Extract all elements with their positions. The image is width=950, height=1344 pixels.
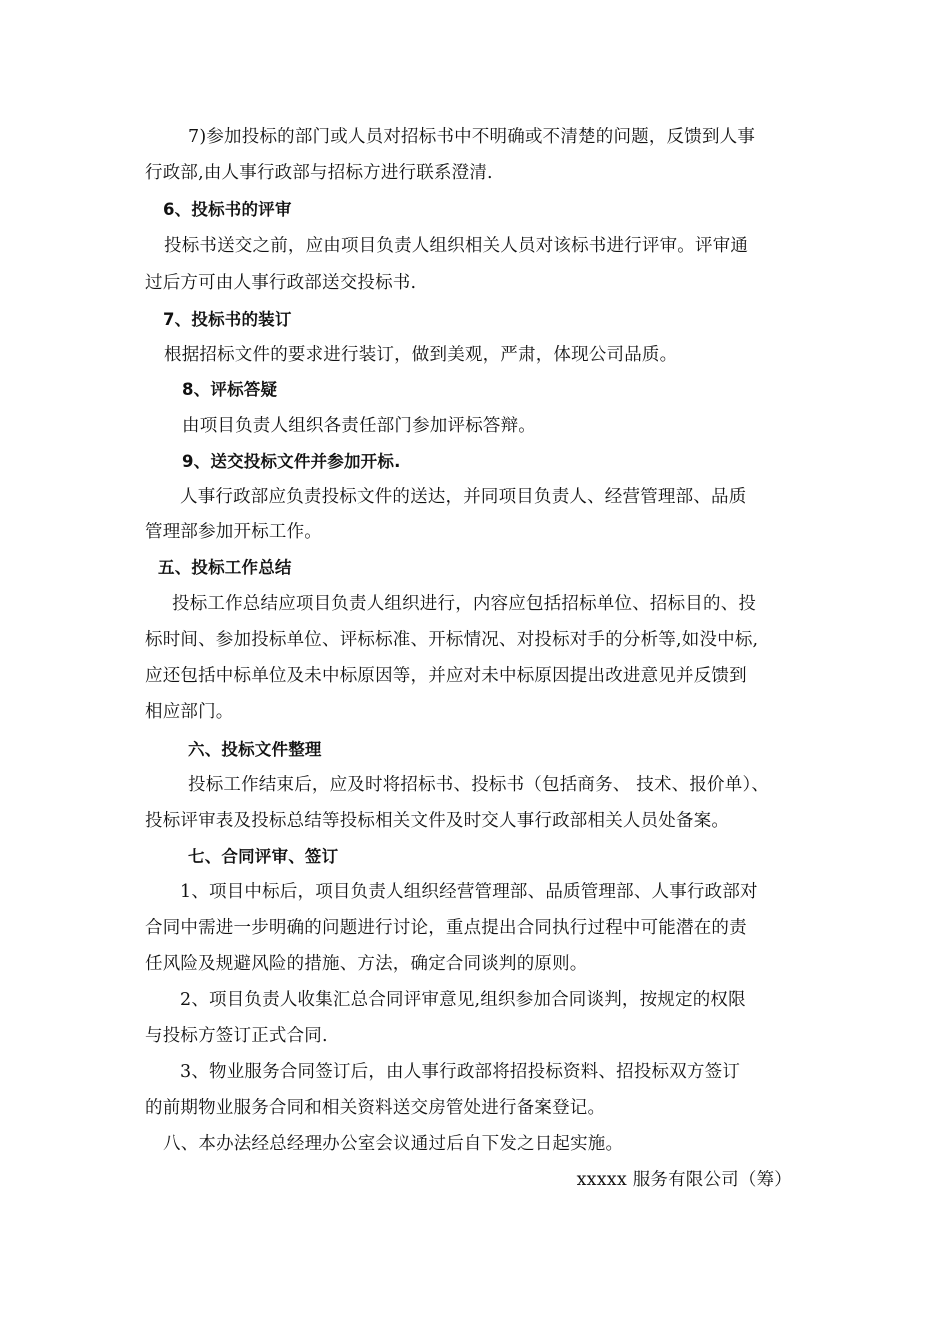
paragraph-line: 任风险及规避风险的措施、方法，确定合同谈判的原则。 — [145, 954, 588, 974]
paragraph-line: 7)参加投标的部门或人员对招标书中不明确或不清楚的问题，反馈到人事 — [188, 127, 756, 147]
paragraph-line: 2、项目负责人收集汇总合同评审意见,组织参加合同谈判，按规定的权限 — [180, 990, 746, 1010]
paragraph-line: 管理部参加开标工作。 — [145, 522, 322, 542]
paragraph-line: 根据招标文件的要求进行装订，做到美观，严肃，体现公司品质。 — [164, 345, 678, 365]
paragraph-line: 应还包括中标单位及未中标原因等，并应对未中标原因提出改进意见并反馈到 — [145, 666, 747, 686]
paragraph-line: 1、项目中标后，项目负责人组织经营管理部、品质管理部、人事行政部对 — [180, 882, 758, 902]
paragraph-line: 投标书送交之前，应由项目负责人组织相关人员对该标书进行评审。评审通 — [164, 236, 749, 256]
paragraph-line: 3、物业服务合同签订后，由人事行政部将招投标资料、招投标双方签订 — [180, 1062, 741, 1082]
company-signature: xxxxx 服务有限公司（筹） — [576, 1170, 792, 1190]
section-heading: 8、评标答疑 — [182, 380, 278, 399]
paragraph-line: 与投标方签订正式合同. — [145, 1026, 328, 1046]
paragraph-line: 合同中需进一步明确的问题进行讨论，重点提出合同执行过程中可能潜在的责 — [145, 918, 747, 938]
section-heading: 六、投标文件整理 — [188, 740, 322, 759]
paragraph-line: 相应部门。 — [145, 702, 234, 722]
section-heading: 五、投标工作总结 — [158, 558, 292, 577]
section-heading: 6、投标书的评审 — [163, 200, 292, 219]
section-heading: 9、送交投标文件并参加开标. — [182, 452, 401, 471]
paragraph-line: 投标工作总结应项目负责人组织进行，内容应包括招标单位、招标目的、投 — [172, 594, 757, 614]
paragraph-line: 投标评审表及投标总结等投标相关文件及时交人事行政部相关人员处备案。 — [145, 811, 730, 831]
paragraph-line: 人事行政部应负责投标文件的送达，并同项目负责人、经营管理部、品质 — [180, 487, 747, 507]
section-heading: 七、合同评审、签订 — [188, 847, 339, 866]
paragraph-line: 行政部,由人事行政部与招标方进行联系澄清. — [145, 163, 493, 183]
paragraph-line: 过后方可由人事行政部送交投标书. — [145, 273, 417, 293]
paragraph-line: 八、本办法经总经理办公室会议通过后自下发之日起实施。 — [163, 1134, 624, 1154]
paragraph-line: 投标工作结束后，应及时将招标书、投标书（包括商务、 技术、报价单）、 — [188, 775, 770, 795]
paragraph-line: 由项目负责人组织各责任部门参加评标答辩。 — [182, 416, 536, 436]
paragraph-line: 标时间、参加投标单位、评标标准、开标情况、对投标对手的分析等,如没中标, — [145, 630, 759, 650]
paragraph-line: 的前期物业服务合同和相关资料送交房管处进行备案登记。 — [145, 1098, 606, 1118]
section-heading: 7、投标书的装订 — [163, 310, 292, 329]
